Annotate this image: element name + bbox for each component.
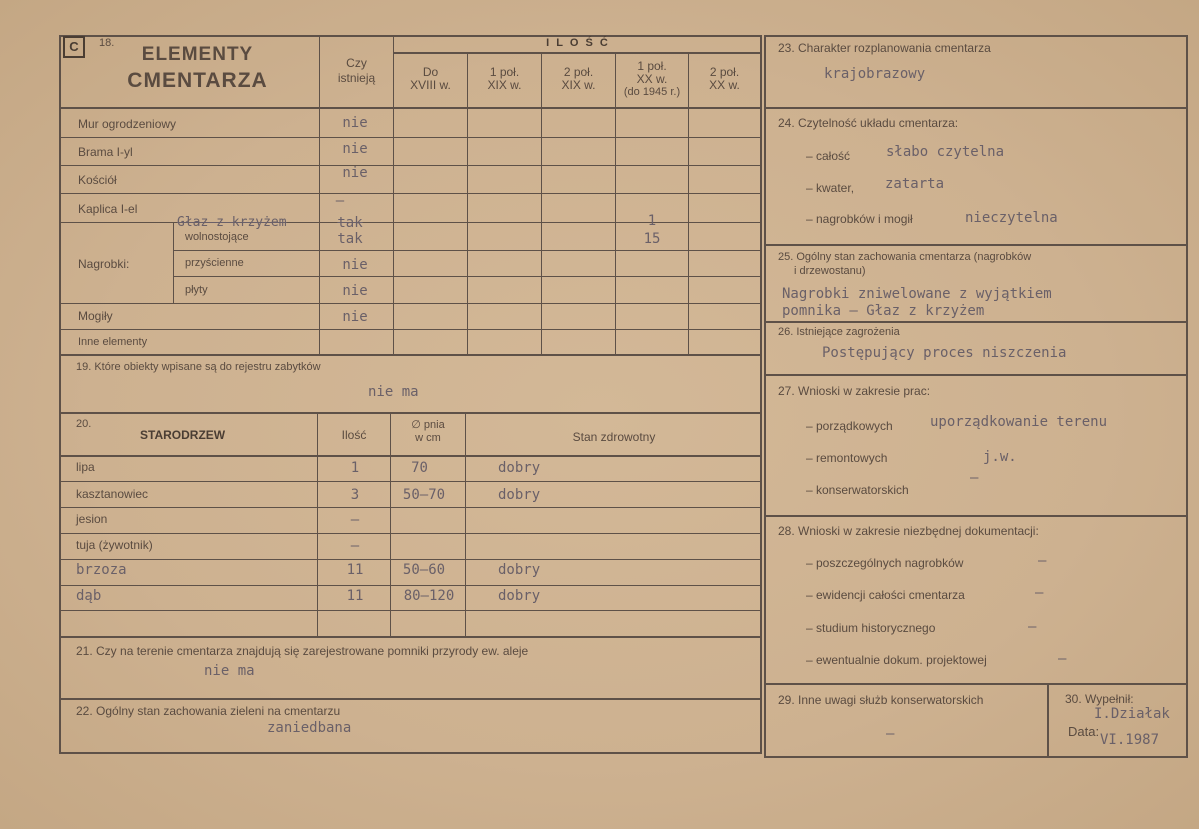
- q23-answer: krajobrazowy: [824, 66, 926, 82]
- rule: [59, 752, 762, 754]
- rule: [59, 507, 762, 508]
- rule: [467, 52, 468, 355]
- row-czy-brama: nie: [342, 141, 368, 157]
- q29-answer: —: [886, 726, 895, 742]
- q26-label: 26. Istniejące zagrożenia: [778, 326, 900, 338]
- tree-name-3: jesion: [76, 512, 108, 526]
- q27-label: 27. Wnioski w zakresie prac:: [778, 384, 931, 398]
- rule: [59, 481, 762, 482]
- q27-porz-label: – porządkowych: [806, 419, 893, 433]
- q29-label: 29. Inne uwagi służb konserwatorskich: [778, 693, 984, 707]
- tree-count-1: 1: [350, 460, 360, 476]
- q30-name: I.Działak: [1094, 706, 1170, 722]
- row-count-glaz: 1: [647, 213, 657, 229]
- rule: [390, 412, 391, 636]
- q24-label: 24. Czytelność układu cmentarza:: [778, 116, 959, 130]
- q20-header-name: STARODRZEW: [140, 428, 226, 442]
- q25-answer-1: Nagrobki zniwelowane z wyjątkiem: [782, 286, 1052, 302]
- row-czy-plyty: nie: [342, 283, 368, 299]
- tree-name-6: dąb: [76, 588, 102, 604]
- q28-item-4-value: —: [1058, 651, 1067, 667]
- q20-header-stan: Stan zdrowotny: [572, 430, 656, 444]
- period-col-5: 2 poł. XX w.: [709, 65, 740, 92]
- q28-item-4-label: – ewentualnie dokum. projektowej: [806, 653, 987, 667]
- tree-diam-5: 50–60: [402, 562, 446, 578]
- rule: [541, 52, 542, 355]
- section-title-line2: CMENTARZA: [127, 69, 268, 92]
- rule: [764, 515, 1187, 517]
- row-label-plyty: płyty: [185, 284, 208, 296]
- q19-label: 19. Które obiekty wpisane są do rejestru zabytków: [76, 361, 321, 373]
- rule: [394, 52, 762, 54]
- tree-count-6: 11: [346, 588, 364, 604]
- q30-date: VI.1987: [1100, 732, 1160, 748]
- tree-stan-2: dobry: [498, 487, 541, 503]
- rule: [317, 412, 318, 636]
- rule: [764, 683, 1187, 685]
- tree-name-1: lipa: [76, 460, 95, 474]
- q26-answer: Postępujący proces niszczenia: [822, 345, 1067, 361]
- rule: [764, 321, 1187, 323]
- q30-date-label: Data:: [1068, 724, 1100, 739]
- q20-header-ilosc: Ilość: [341, 428, 367, 442]
- col-czy-line2: istnieją: [337, 71, 376, 85]
- section-number: 18.: [99, 37, 115, 49]
- row-label-wolnostojace: wolnostojące: [185, 231, 249, 243]
- rule: [59, 137, 762, 138]
- q28-item-2-label: – ewidencji całości cmentarza: [806, 588, 965, 602]
- q27-kons: –: [970, 470, 979, 486]
- row-czy-mogily: nie: [342, 309, 368, 325]
- tree-stan-6: dobry: [498, 588, 541, 604]
- period-col-2: 1 poł. XIX w.: [487, 65, 522, 92]
- q20-number: 20.: [76, 418, 92, 430]
- q28-item-3-value: —: [1028, 619, 1037, 635]
- section-letter: C: [69, 39, 79, 54]
- tree-stan-5: dobry: [498, 562, 541, 578]
- q27-kons-label: – konserwatorskich: [806, 483, 909, 497]
- rule: [59, 585, 762, 586]
- rule: [764, 244, 1187, 246]
- q24-calosc: słabo czytelna: [886, 144, 1005, 160]
- section-letter-box: [63, 36, 85, 58]
- q22-label: 22. Ogólny stan zachowania zieleni na cmentarzu: [76, 704, 341, 718]
- row-czy-wolnostojace: tak: [337, 231, 363, 247]
- row-label-brama: Brama I-yl: [78, 145, 133, 159]
- tree-name-5: brzoza: [76, 562, 127, 578]
- rule: [59, 533, 762, 534]
- rule: [59, 35, 61, 753]
- tree-diam-6: 80–120: [403, 588, 455, 604]
- q21-label: 21. Czy na terenie cmentarza znajdują się zarejestrowane pomniki przyrody ew. aleje: [76, 644, 529, 658]
- q27-rem: j.w.: [983, 449, 1017, 465]
- q30-label: 30. Wypełnił:: [1065, 692, 1134, 706]
- tree-stan-1: dobry: [498, 460, 541, 476]
- q22-answer: zaniedbana: [267, 720, 352, 736]
- row-label-kosciol: Kościół: [78, 173, 117, 187]
- rule: [59, 559, 762, 560]
- row-count-wolnostojace: 15: [643, 231, 661, 247]
- rule: [764, 107, 1187, 109]
- row-label-przyscienne: przyścienne: [185, 257, 244, 269]
- q28-item-1-label: – poszczególnych nagrobków: [806, 556, 964, 570]
- q27-rem-label: – remontowych: [806, 451, 888, 465]
- row-label-mogily: Mogiły: [78, 309, 113, 323]
- rule: [764, 756, 1188, 758]
- q23-label: 23. Charakter rozplanowania cmentarza: [778, 41, 991, 55]
- tree-name-4: tuja (żywotnik): [76, 538, 153, 552]
- row-czy-kosciol: nie: [342, 165, 368, 181]
- tree-count-4: –: [350, 538, 360, 554]
- row-czy-glaz: tak: [337, 215, 363, 231]
- q20-header-pnia: ∅ pnia w cm: [411, 419, 445, 444]
- rule: [1186, 35, 1188, 757]
- row-label-kaplica: Kaplica I-el: [78, 202, 138, 216]
- q24-calosc-label: – całość: [806, 149, 851, 163]
- tree-count-3: –: [350, 512, 360, 528]
- rule: [173, 222, 174, 303]
- row-label-glaz: Głaz z krzyżem: [177, 215, 287, 230]
- period-col-1: Do XVIII w.: [410, 65, 451, 92]
- tree-name-2: kasztanowiec: [76, 487, 149, 501]
- q28-item-2-value: —: [1035, 585, 1044, 601]
- row-czy-kaplica: –: [335, 193, 345, 209]
- row-label-inne: Inne elementy: [78, 336, 148, 348]
- rule: [173, 250, 762, 251]
- rule: [764, 35, 1187, 37]
- rule: [173, 276, 762, 277]
- rule: [59, 107, 762, 109]
- period-col-3: 2 poł. XIX w.: [561, 65, 596, 92]
- q24-nagrobkow-label: – nagrobków i mogił: [806, 212, 913, 226]
- rule: [764, 374, 1187, 376]
- section-title-line1: ELEMENTY: [141, 44, 254, 65]
- rule: [59, 303, 762, 304]
- rule: [59, 636, 762, 638]
- col-czy-header: [320, 56, 393, 86]
- row-czy-przyscienne: nie: [342, 257, 368, 273]
- rule: [59, 698, 762, 700]
- tree-diam-2: 50–70: [402, 487, 446, 503]
- rule: [59, 455, 762, 457]
- rule: [1047, 683, 1049, 756]
- rule: [59, 329, 762, 330]
- q25-label-1: 25. Ogólny stan zachowania cmentarza (nagrobków: [778, 251, 1032, 263]
- q25-label-2: i drzewostanu): [794, 265, 866, 277]
- tree-count-2: 3: [350, 487, 360, 503]
- q24-kwater-label: – kwater,: [806, 181, 855, 195]
- q27-porz: uporządkowanie terenu: [930, 414, 1108, 430]
- nagrobki-label: Nagrobki:: [78, 257, 130, 271]
- q19-answer: nie ma: [368, 384, 419, 400]
- rule: [764, 35, 766, 757]
- rule: [59, 354, 762, 356]
- q21-answer: nie ma: [204, 663, 255, 679]
- rule: [59, 610, 762, 611]
- rule: [688, 52, 689, 355]
- q24-nagrobkow: nieczytelna: [965, 210, 1058, 226]
- rule: [59, 412, 762, 414]
- tree-count-5: 11: [346, 562, 364, 578]
- q24-kwater: zatarta: [885, 176, 945, 192]
- q28-label: 28. Wnioski w zakresie niezbędnej dokumentacji:: [778, 524, 1039, 538]
- row-label-mur: Mur ogrodzeniowy: [78, 117, 177, 131]
- tree-diam-1: 70: [411, 460, 428, 476]
- q25-answer-2: pomnika – Głaz z krzyżem: [782, 303, 985, 319]
- rule: [59, 165, 762, 166]
- col-czy-line1: Czy: [346, 56, 367, 70]
- ilosc-header: I L O Ś Ć: [546, 37, 610, 49]
- rule: [59, 193, 762, 194]
- row-czy-mur: nie: [342, 115, 368, 131]
- rule: [760, 35, 762, 753]
- period-col-4: 1 poł. XX w. (do 1945 r.): [623, 59, 681, 98]
- q28-item-3-label: – studium historycznego: [806, 621, 936, 635]
- q28-item-1-value: —: [1038, 553, 1047, 569]
